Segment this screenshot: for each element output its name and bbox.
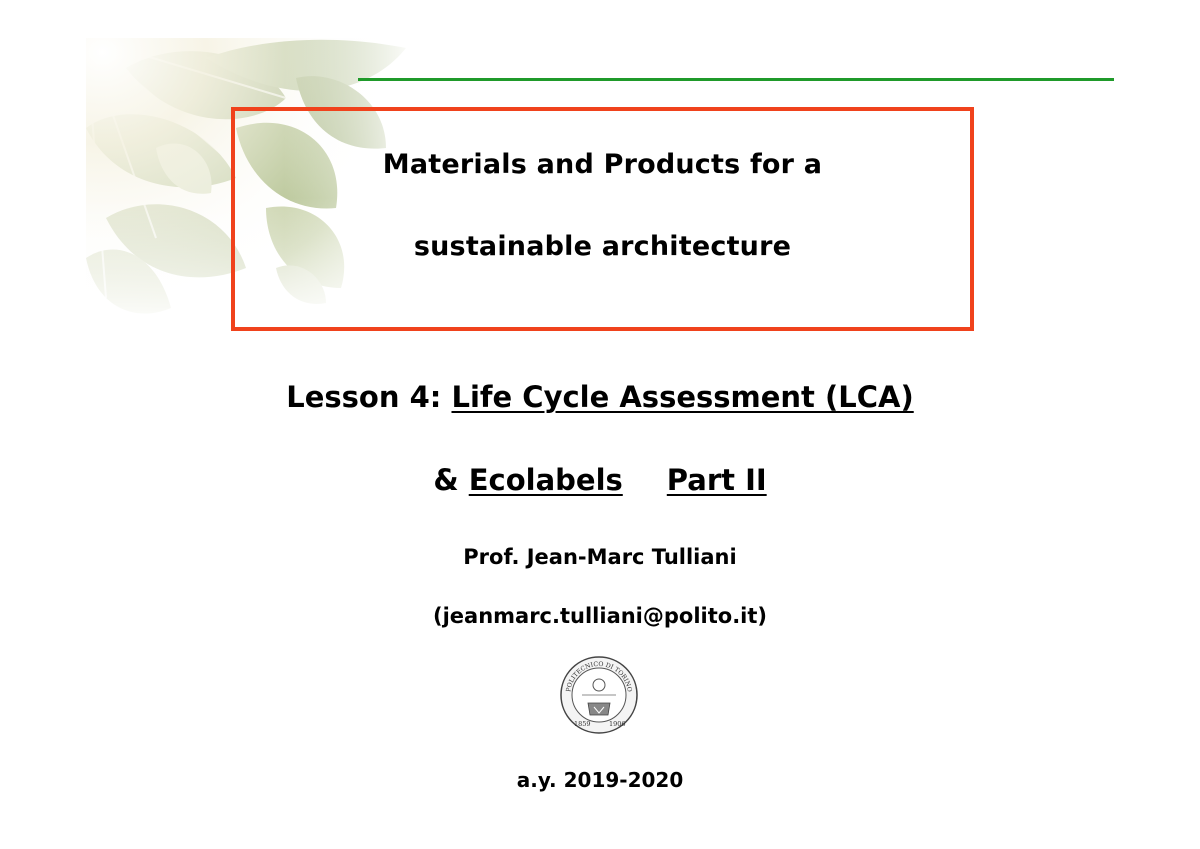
title-box <box>231 107 974 331</box>
lesson-topic: Life Cycle Assessment (LCA) <box>451 380 914 414</box>
subtitle-ecolabels <box>469 463 767 497</box>
seal-year-left: 1859 <box>574 720 591 728</box>
professor-name: Prof. Jean-Marc Tulliani <box>463 545 737 569</box>
title-line-1: Materials and Products for a <box>382 149 823 180</box>
academic-year: a.y. 2019-2020 <box>516 768 684 792</box>
subtitle-prefix: & <box>433 463 469 497</box>
seal-year-right: 1906 <box>609 720 626 728</box>
subtitle-heading <box>0 463 1200 497</box>
title-line-2: sustainable architecture <box>413 231 792 262</box>
part-text: Part II <box>666 463 767 497</box>
university-seal-icon <box>558 655 640 735</box>
green-accent-rule <box>358 78 1114 81</box>
professor-email: (jeanmarc.tulliani@polito.it) <box>432 604 768 628</box>
seal-top-text: POLITECNICO DI TORINO <box>565 660 633 693</box>
lesson-prefix: Lesson 4: <box>286 380 452 414</box>
lesson-heading <box>0 380 1200 414</box>
ecolabels-text: Ecolabels <box>468 463 623 497</box>
